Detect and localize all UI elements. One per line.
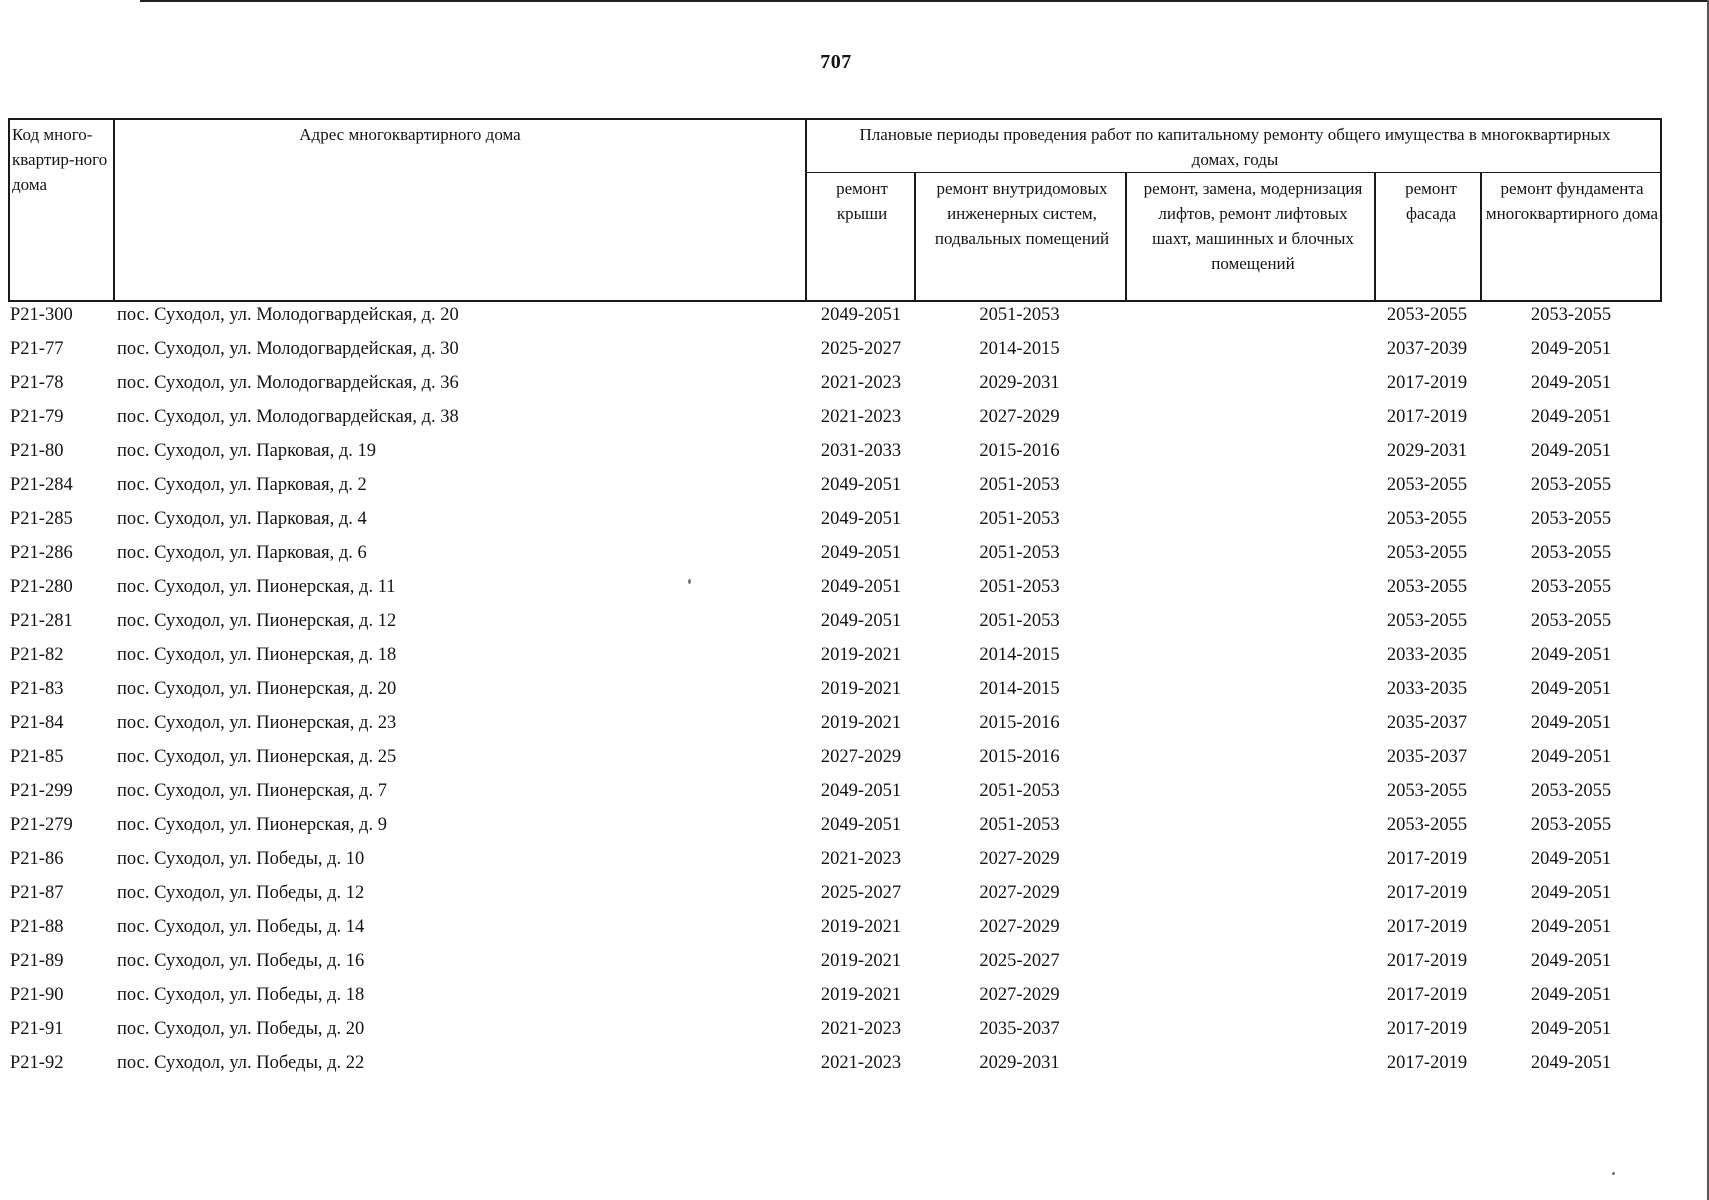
row-code: P21-80 [10, 441, 64, 461]
row-engineering-period: 2015-2016 [979, 713, 1060, 733]
header-divider [805, 120, 807, 300]
table-row [0, 472, 1672, 506]
row-engineering-period: 2015-2016 [979, 747, 1060, 767]
row-code: P21-285 [10, 509, 73, 529]
table-header [8, 118, 1662, 302]
row-code: P21-280 [10, 577, 73, 597]
table-row [0, 370, 1672, 404]
row-address: пос. Суходол, ул. Молодогвардейская, д. 30 [117, 339, 459, 359]
row-code: P21-90 [10, 985, 64, 1005]
row-address: пос. Суходол, ул. Победы, д. 12 [117, 883, 365, 903]
scan-speck [1612, 1172, 1615, 1175]
row-engineering-period: 2051-2053 [979, 305, 1060, 325]
header-facade: ремонт фасада [1405, 179, 1457, 223]
row-foundation-period: 2053-2055 [1530, 781, 1612, 801]
row-address: пос. Суходол, ул. Пионерская, д. 12 [117, 611, 397, 631]
row-facade-period: 2033-2035 [1386, 645, 1468, 665]
row-roof-period: 2027-2029 [820, 747, 902, 767]
table-row [0, 438, 1672, 472]
row-roof-period: 2019-2021 [820, 645, 902, 665]
row-engineering-period: 2051-2053 [979, 611, 1060, 631]
row-foundation-period: 2053-2055 [1530, 611, 1612, 631]
table-row [0, 676, 1672, 710]
row-foundation-period: 2049-2051 [1530, 849, 1612, 869]
row-roof-period: 2019-2021 [820, 917, 902, 937]
row-code: P21-88 [10, 917, 64, 937]
row-address: пос. Суходол, ул. Пионерская, д. 9 [117, 815, 387, 835]
row-facade-period: 2035-2037 [1386, 747, 1468, 767]
table-row [0, 574, 1672, 608]
row-foundation-period: 2053-2055 [1530, 509, 1612, 529]
row-roof-period: 2049-2051 [820, 509, 902, 529]
row-foundation-period: 2049-2051 [1530, 985, 1612, 1005]
row-engineering-period: 2015-2016 [979, 441, 1060, 461]
row-roof-period: 2049-2051 [820, 577, 902, 597]
row-facade-period: 2017-2019 [1386, 1053, 1468, 1073]
row-address: пос. Суходол, ул. Молодогвардейская, д. 38 [117, 407, 459, 427]
table-row [0, 506, 1672, 540]
header-address: Адрес многоквартирного дома [299, 125, 521, 144]
row-roof-period: 2049-2051 [820, 611, 902, 631]
row-engineering-period: 2027-2029 [979, 985, 1060, 1005]
row-address: пос. Суходол, ул. Победы, д. 20 [117, 1019, 365, 1039]
row-code: P21-83 [10, 679, 64, 699]
row-engineering-period: 2027-2029 [979, 917, 1060, 937]
row-facade-period: 2053-2055 [1386, 577, 1468, 597]
row-address: пос. Суходол, ул. Победы, д. 16 [117, 951, 365, 971]
row-code: P21-82 [10, 645, 64, 665]
row-engineering-period: 2051-2053 [979, 509, 1060, 529]
table-row [0, 710, 1672, 744]
row-facade-period: 2035-2037 [1386, 713, 1468, 733]
row-facade-period: 2017-2019 [1386, 985, 1468, 1005]
row-facade-period: 2053-2055 [1386, 611, 1468, 631]
row-foundation-period: 2049-2051 [1530, 951, 1612, 971]
table-row [0, 812, 1672, 846]
row-engineering-period: 2014-2015 [979, 679, 1060, 699]
row-address: пос. Суходол, ул. Победы, д. 14 [117, 917, 365, 937]
row-foundation-period: 2053-2055 [1530, 815, 1612, 835]
row-foundation-period: 2049-2051 [1530, 339, 1612, 359]
table-row [0, 846, 1672, 880]
row-code: P21-86 [10, 849, 64, 869]
row-roof-period: 2021-2023 [820, 373, 902, 393]
row-address: пос. Суходол, ул. Победы, д. 18 [117, 985, 365, 1005]
row-engineering-period: 2029-2031 [979, 373, 1060, 393]
table-body [0, 302, 1672, 1084]
row-engineering-period: 2035-2037 [979, 1019, 1060, 1039]
row-engineering-period: 2051-2053 [979, 577, 1060, 597]
header-roof: ремонт крыши [836, 179, 888, 223]
row-address: пос. Суходол, ул. Пионерская, д. 20 [117, 679, 397, 699]
table-row [0, 982, 1672, 1016]
row-foundation-period: 2049-2051 [1530, 1053, 1612, 1073]
row-foundation-period: 2049-2051 [1530, 1019, 1612, 1039]
row-code: P21-87 [10, 883, 64, 903]
row-foundation-period: 2049-2051 [1530, 917, 1612, 937]
row-facade-period: 2017-2019 [1386, 917, 1468, 937]
row-roof-period: 2025-2027 [820, 339, 902, 359]
row-foundation-period: 2049-2051 [1530, 713, 1612, 733]
page-number: 707 [820, 51, 852, 73]
row-foundation-period: 2049-2051 [1530, 747, 1612, 767]
row-facade-period: 2017-2019 [1386, 407, 1468, 427]
table-row [0, 404, 1672, 438]
row-engineering-period: 2027-2029 [979, 407, 1060, 427]
table-row [0, 540, 1672, 574]
row-engineering-period: 2051-2053 [979, 781, 1060, 801]
row-engineering-period: 2027-2029 [979, 849, 1060, 869]
row-code: P21-92 [10, 1053, 64, 1073]
header-engineering: ремонт внутридомовых инженерных систем, подвальных помещений [934, 179, 1110, 248]
row-roof-period: 2049-2051 [820, 475, 902, 495]
header-lifts: ремонт, замена, модернизация лифтов, ремонт лифтовых шахт, машинных и блочных помещений [1143, 179, 1363, 273]
row-foundation-period: 2049-2051 [1530, 441, 1612, 461]
row-code: P21-281 [10, 611, 73, 631]
row-facade-period: 2053-2055 [1386, 815, 1468, 835]
row-engineering-period: 2014-2015 [979, 645, 1060, 665]
row-foundation-period: 2053-2055 [1530, 577, 1612, 597]
table-row [0, 642, 1672, 676]
row-code: P21-84 [10, 713, 64, 733]
row-address: пос. Суходол, ул. Парковая, д. 19 [117, 441, 377, 461]
row-roof-period: 2031-2033 [820, 441, 902, 461]
table-row [0, 336, 1672, 370]
row-roof-period: 2049-2051 [820, 305, 902, 325]
row-roof-period: 2025-2027 [820, 883, 902, 903]
row-roof-period: 2049-2051 [820, 543, 902, 563]
header-code: Код много-квартир-ного дома [12, 125, 108, 194]
row-facade-period: 2053-2055 [1386, 543, 1468, 563]
row-code: P21-300 [10, 305, 73, 325]
header-divider [1480, 172, 1482, 300]
header-periods: Плановые периоды проведения работ по капитальному ремонту общего имущества в многоквартирных домах, годы [859, 125, 1611, 169]
row-engineering-period: 2027-2029 [979, 883, 1060, 903]
row-facade-period: 2037-2039 [1386, 339, 1468, 359]
row-engineering-period: 2014-2015 [979, 339, 1060, 359]
row-facade-period: 2017-2019 [1386, 883, 1468, 903]
scan-speck [688, 579, 691, 584]
row-engineering-period: 2025-2027 [979, 951, 1060, 971]
row-foundation-period: 2049-2051 [1530, 373, 1612, 393]
row-code: P21-286 [10, 543, 73, 563]
header-divider [805, 172, 1660, 173]
row-address: пос. Суходол, ул. Молодогвардейская, д. 20 [117, 305, 459, 325]
row-engineering-period: 2051-2053 [979, 815, 1060, 835]
row-foundation-period: 2053-2055 [1530, 475, 1612, 495]
row-address: пос. Суходол, ул. Парковая, д. 6 [117, 543, 367, 563]
table-row [0, 914, 1672, 948]
row-roof-period: 2019-2021 [820, 679, 902, 699]
row-address: пос. Суходол, ул. Пионерская, д. 11 [117, 577, 396, 597]
row-facade-period: 2053-2055 [1386, 509, 1468, 529]
row-facade-period: 2017-2019 [1386, 1019, 1468, 1039]
table-row [0, 948, 1672, 982]
row-roof-period: 2019-2021 [820, 951, 902, 971]
row-code: P21-299 [10, 781, 73, 801]
row-foundation-period: 2049-2051 [1530, 679, 1612, 699]
row-foundation-period: 2049-2051 [1530, 407, 1612, 427]
table-row [0, 744, 1672, 778]
row-foundation-period: 2049-2051 [1530, 645, 1612, 665]
header-divider [1374, 172, 1376, 300]
row-code: P21-284 [10, 475, 73, 495]
row-address: пос. Суходол, ул. Молодогвардейская, д. 36 [117, 373, 459, 393]
header-foundation: ремонт фундамента многоквартирного дома [1485, 179, 1659, 223]
row-address: пос. Суходол, ул. Победы, д. 22 [117, 1053, 365, 1073]
row-roof-period: 2019-2021 [820, 713, 902, 733]
top-rule [140, 0, 1709, 2]
row-roof-period: 2021-2023 [820, 1019, 902, 1039]
row-roof-period: 2021-2023 [820, 849, 902, 869]
row-roof-period: 2021-2023 [820, 1053, 902, 1073]
row-code: P21-85 [10, 747, 64, 767]
row-roof-period: 2049-2051 [820, 781, 902, 801]
row-facade-period: 2017-2019 [1386, 373, 1468, 393]
row-address: пос. Суходол, ул. Победы, д. 10 [117, 849, 365, 869]
row-address: пос. Суходол, ул. Парковая, д. 4 [117, 509, 367, 529]
row-address: пос. Суходол, ул. Пионерская, д. 23 [117, 713, 397, 733]
row-address: пос. Суходол, ул. Пионерская, д. 18 [117, 645, 397, 665]
row-facade-period: 2029-2031 [1386, 441, 1468, 461]
row-facade-period: 2053-2055 [1386, 781, 1468, 801]
row-roof-period: 2021-2023 [820, 407, 902, 427]
row-address: пос. Суходол, ул. Пионерская, д. 25 [117, 747, 397, 767]
row-roof-period: 2019-2021 [820, 985, 902, 1005]
row-foundation-period: 2049-2051 [1530, 883, 1612, 903]
row-facade-period: 2017-2019 [1386, 951, 1468, 971]
table-row [0, 880, 1672, 914]
row-engineering-period: 2029-2031 [979, 1053, 1060, 1073]
row-code: P21-279 [10, 815, 73, 835]
row-code: P21-79 [10, 407, 64, 427]
row-code: P21-91 [10, 1019, 64, 1039]
row-facade-period: 2053-2055 [1386, 475, 1468, 495]
row-engineering-period: 2051-2053 [979, 475, 1060, 495]
row-code: P21-89 [10, 951, 64, 971]
header-divider [1125, 172, 1127, 300]
row-facade-period: 2033-2035 [1386, 679, 1468, 699]
row-foundation-period: 2053-2055 [1530, 543, 1612, 563]
row-address: пос. Суходол, ул. Пионерская, д. 7 [117, 781, 387, 801]
table-row [0, 1016, 1672, 1050]
row-address: пос. Суходол, ул. Парковая, д. 2 [117, 475, 367, 495]
table-row [0, 608, 1672, 642]
table-row [0, 302, 1672, 336]
row-foundation-period: 2053-2055 [1530, 305, 1612, 325]
row-code: P21-77 [10, 339, 64, 359]
header-divider [914, 172, 916, 300]
table-row [0, 778, 1672, 812]
table-row [0, 1050, 1672, 1084]
row-code: P21-78 [10, 373, 64, 393]
row-facade-period: 2017-2019 [1386, 849, 1468, 869]
row-engineering-period: 2051-2053 [979, 543, 1060, 563]
header-divider [113, 120, 115, 300]
row-facade-period: 2053-2055 [1386, 305, 1468, 325]
row-roof-period: 2049-2051 [820, 815, 902, 835]
